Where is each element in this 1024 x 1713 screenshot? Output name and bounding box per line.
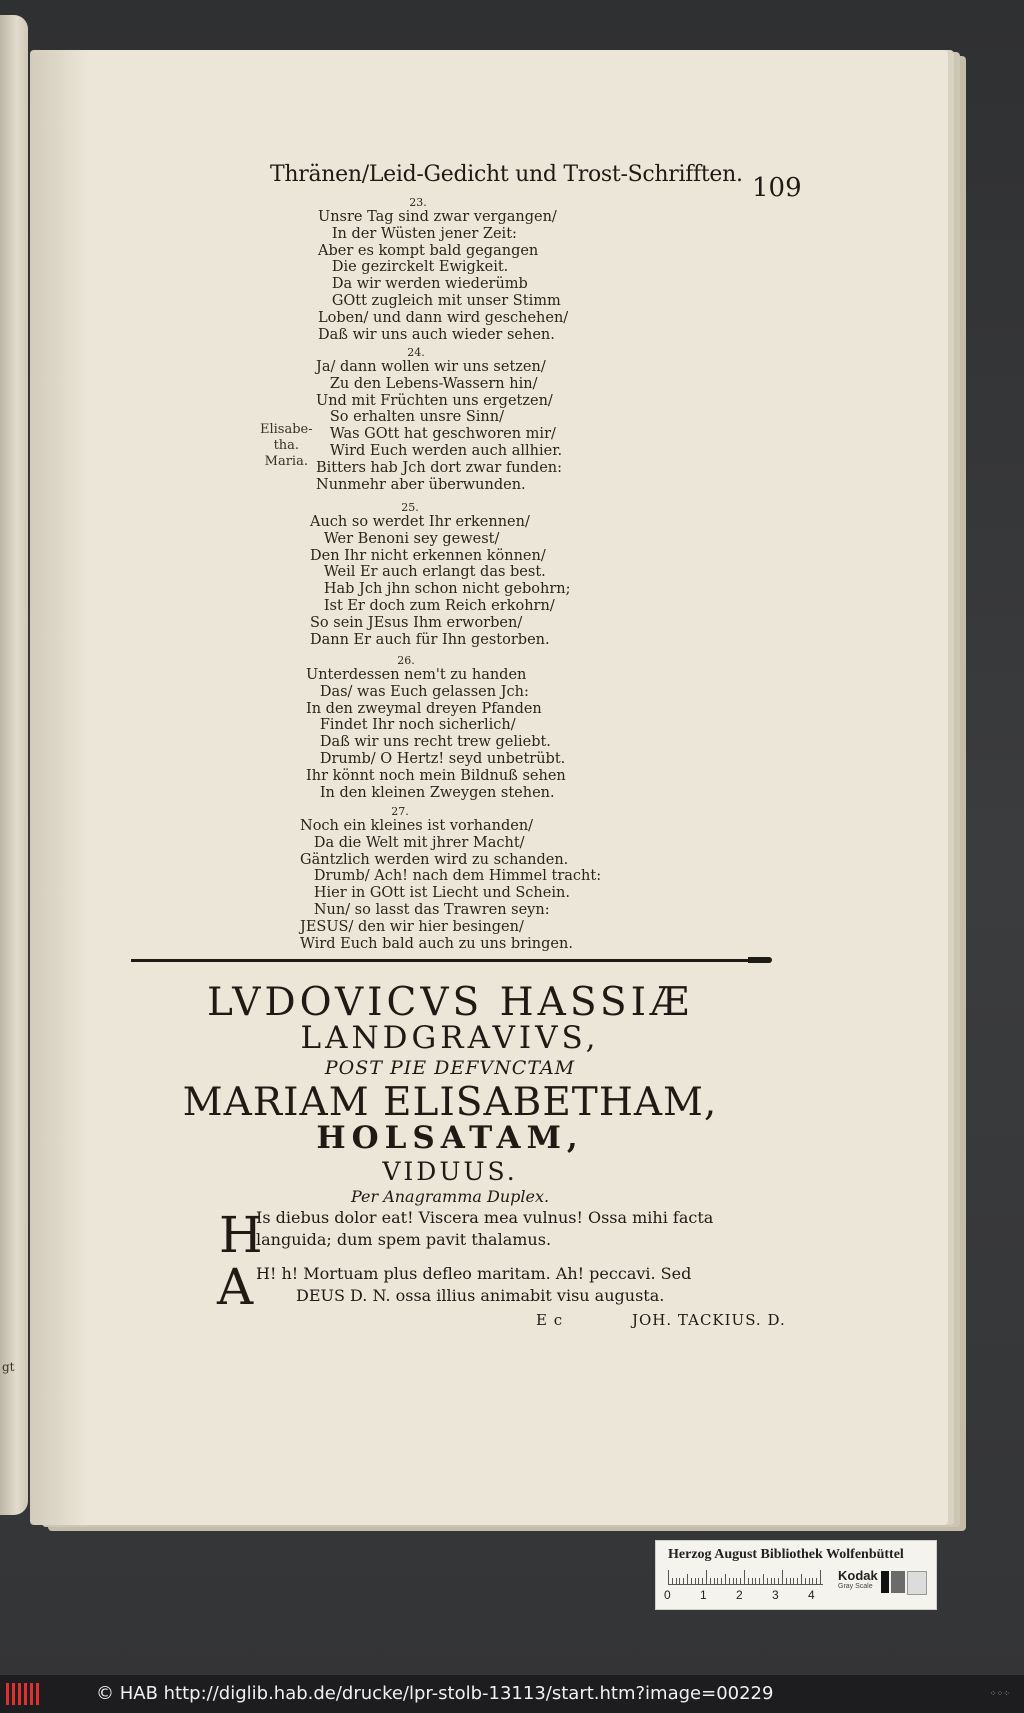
ruler-tick <box>714 1578 715 1584</box>
ruler-tick <box>805 1578 806 1584</box>
verse-line: Auch so werdet Ihr erkennen/ <box>310 514 530 530</box>
ruler-tick <box>740 1578 741 1584</box>
ruler-tick <box>676 1578 677 1584</box>
ruler-tick <box>763 1574 764 1584</box>
margin-note <box>260 422 313 470</box>
verse-line: Nunmehr aber überwunden. <box>316 476 526 493</box>
page-gutter-shade <box>30 50 90 1525</box>
scale-label: 0 <box>664 1588 671 1602</box>
stanza-number: 23. <box>409 196 427 209</box>
latin-title-line-3: POST PIE DEFVNCTAM <box>324 1057 576 1079</box>
ruler-tick <box>809 1578 810 1584</box>
color-calibration-card <box>655 1540 937 1610</box>
verse-line: Die gezirckelt Ewigkeit. <box>318 259 509 276</box>
ruler-tick <box>687 1574 688 1584</box>
ruler-tick <box>748 1578 749 1584</box>
scale-label: 4 <box>808 1588 815 1602</box>
verse-line: Zu den Lebens-Wassern hin/ <box>316 375 538 392</box>
verse-line: Drumb/ Ach! nach dem Himmel tracht: <box>300 868 602 885</box>
ruler-tick <box>717 1578 718 1584</box>
ruler-tick <box>755 1578 756 1584</box>
ruler-tick <box>793 1578 794 1584</box>
stanza <box>318 197 608 343</box>
ruler-scale <box>668 1568 823 1585</box>
gray-swatch <box>881 1571 889 1593</box>
ruler-tick <box>721 1578 722 1584</box>
ruler-tick <box>782 1570 783 1584</box>
stanza <box>306 655 596 801</box>
ruler-tick <box>691 1578 692 1584</box>
left-page-edge <box>0 15 28 1515</box>
scale-label: 1 <box>700 1588 707 1602</box>
latin-title-line-1: LVDOVICVS HASSIÆ <box>206 980 694 1025</box>
gray-scale-label: Gray Scale <box>838 1583 873 1590</box>
verse-line: Ist Er doch zum Reich erkohrn/ <box>310 597 555 614</box>
verse-line: GOtt zugleich mit unser Stimm <box>318 292 561 309</box>
ruler-tick <box>725 1574 726 1584</box>
gray-swatch <box>891 1571 905 1593</box>
signature-author: JOH. TACKIUS. D. <box>632 1311 786 1329</box>
ruler-tick <box>790 1578 791 1584</box>
verse-line: Wird Euch bald auch zu uns bringen. <box>300 935 573 952</box>
ruler-tick <box>736 1578 737 1584</box>
running-head: Thränen/Leid-Gedicht und Trost-Schrifften. <box>270 162 743 187</box>
section-rule <box>131 959 771 962</box>
dropcap-a: A <box>217 1258 254 1316</box>
anagram-2-line-1: H! h! Mortuam plus defleo maritam. Ah! peccavi. Sed <box>256 1264 692 1283</box>
kodak-logo: Kodak <box>838 1568 878 1583</box>
page-number: 109 <box>752 173 802 203</box>
card-title: Herzog August Bibliothek Wolfenbüttel <box>668 1547 904 1562</box>
verse-line: Den Ihr nicht erkennen können/ <box>310 547 546 564</box>
verse-line: Was GOtt hat geschworen mir/ <box>316 426 556 443</box>
ruler-tick <box>668 1570 669 1584</box>
stanza <box>300 805 602 952</box>
ruler-tick <box>786 1578 787 1584</box>
ruler-tick <box>797 1578 798 1584</box>
ruler-tick <box>733 1578 734 1584</box>
verse-line: So sein JEsus Ihm erworben/ <box>310 614 523 631</box>
verse-line: Loben/ und dann wird geschehen/ <box>318 309 569 326</box>
verse-line: JESUS/ den wir hier besingen/ <box>300 918 524 935</box>
verse-line: In den kleinen Zweygen stehen. <box>306 784 555 801</box>
ruler-tick <box>752 1578 753 1584</box>
ruler-tick <box>812 1578 813 1584</box>
ruler-tick <box>729 1578 730 1584</box>
stanza-number: 27. <box>391 805 409 818</box>
verse-line: Hab Jch jhn schon nicht gebohrn; <box>310 581 571 598</box>
verse-line: Findet Ihr noch sicherlich/ <box>306 717 516 734</box>
ruler-tick <box>683 1578 684 1584</box>
ruler-tick <box>801 1574 802 1584</box>
margin-note-line: Maria. <box>264 454 308 469</box>
ruler-tick <box>679 1578 680 1584</box>
verse-line: Und mit Früchten uns ergetzen/ <box>316 392 553 409</box>
ruler-tick <box>774 1578 775 1584</box>
ruler-tick <box>672 1578 673 1584</box>
margin-note-line: Elisabe- <box>260 422 313 437</box>
margin-note-line: tha. <box>273 438 300 453</box>
verse-line: Weil Er auch erlangt das best. <box>310 564 546 581</box>
ruler-tick <box>702 1578 703 1584</box>
verse-line: Da die Welt mit jhrer Macht/ <box>300 834 525 851</box>
anagram-1-line-2: languida; dum spem pavit thalamus. <box>256 1230 552 1249</box>
dropcap-h: H <box>219 1206 263 1264</box>
verse-line: Unterdessen nem't zu handen <box>306 667 527 683</box>
stanza-number: 25. <box>401 501 419 514</box>
gray-swatch <box>907 1571 927 1595</box>
verse-line: Ja/ dann wollen wir uns setzen/ <box>316 359 546 375</box>
ruler-tick <box>759 1578 760 1584</box>
footer-code: ⁘⁘⁘ <box>989 1689 1010 1698</box>
latin-title-line-4: MARIAM ELISABETHAM, <box>182 1080 718 1125</box>
ruler-tick <box>816 1578 817 1584</box>
left-page-mark: gt <box>2 1360 15 1374</box>
verse-line: Aber es kompt bald gegangen <box>318 242 539 259</box>
latin-title-line-5: HOLSATAM, <box>316 1120 584 1156</box>
ruler-tick <box>698 1578 699 1584</box>
scale-label: 3 <box>772 1588 779 1602</box>
signature-left: E c <box>536 1311 564 1329</box>
section-rule-end <box>748 957 772 963</box>
latin-title-line-6: VIDUUS. <box>382 1157 518 1186</box>
ruler-tick <box>710 1578 711 1584</box>
verse-line: So erhalten unsre Sinn/ <box>316 409 504 426</box>
ruler-tick <box>744 1570 745 1584</box>
verse-line: Unsre Tag sind zwar vergangen/ <box>318 209 557 225</box>
verse-line: Nun/ so lasst das Trawren seyn: <box>300 901 550 918</box>
verse-line: Ihr könnt noch mein Bildnuß sehen <box>306 767 566 784</box>
scale-label: 2 <box>736 1588 743 1602</box>
stanza-number: 26. <box>397 654 415 667</box>
ruler-tick <box>706 1570 707 1584</box>
verse-line: Da wir werden wiederümb <box>318 276 528 293</box>
stanza <box>316 347 606 493</box>
verse-line: Gäntzlich werden wird zu schanden. <box>300 851 569 868</box>
verse-line: Daß wir uns recht trew geliebt. <box>306 734 551 751</box>
stanza <box>310 502 600 648</box>
stanza-number: 24. <box>407 346 425 359</box>
footer-bar <box>0 1675 1024 1713</box>
verse-line: Hier in GOtt ist Liecht und Schein. <box>300 885 570 902</box>
verse-line: In der Wüsten jener Zeit: <box>318 225 517 242</box>
verse-line: Drumb/ O Hertz! seyd unbetrübt. <box>306 750 566 767</box>
verse-line: Das/ was Euch gelassen Jch: <box>306 683 529 700</box>
verse-line: In den zweymal dreyen Pfanden <box>306 700 542 717</box>
ruler-tick <box>820 1570 821 1584</box>
verse-line: Bitters hab Jch dort zwar funden: <box>316 459 563 476</box>
ruler-tick <box>771 1578 772 1584</box>
ruler-tick <box>767 1578 768 1584</box>
verse-line: Daß wir uns auch wieder sehen. <box>318 326 555 343</box>
latin-title-line-2: LANDGRAVIVS, <box>300 1020 600 1056</box>
verse-line: Wird Euch werden auch allhier. <box>316 442 563 459</box>
anagram-2-line-2: DEUS D. N. ossa illius animabit visu augusta. <box>296 1286 665 1305</box>
ruler-tick <box>778 1578 779 1584</box>
verse-line: Noch ein kleines ist vorhanden/ <box>300 818 534 834</box>
ruler-tick <box>695 1578 696 1584</box>
anagram-1-line-1: Is diebus dolor eat! Viscera mea vulnus! Ossa mihi facta <box>256 1208 714 1227</box>
verse-line: Dann Er auch für Ihn gestorben. <box>310 631 550 648</box>
verse-line: Wer Benoni sey gewest/ <box>310 530 500 547</box>
anagram-heading: Per Anagramma Duplex. <box>350 1187 550 1206</box>
footer-copyright-url[interactable]: © HAB http://diglib.hab.de/drucke/lpr-stolb-13113/start.htm?image=00229 <box>96 1683 774 1704</box>
hab-logo-icon <box>6 1683 46 1705</box>
